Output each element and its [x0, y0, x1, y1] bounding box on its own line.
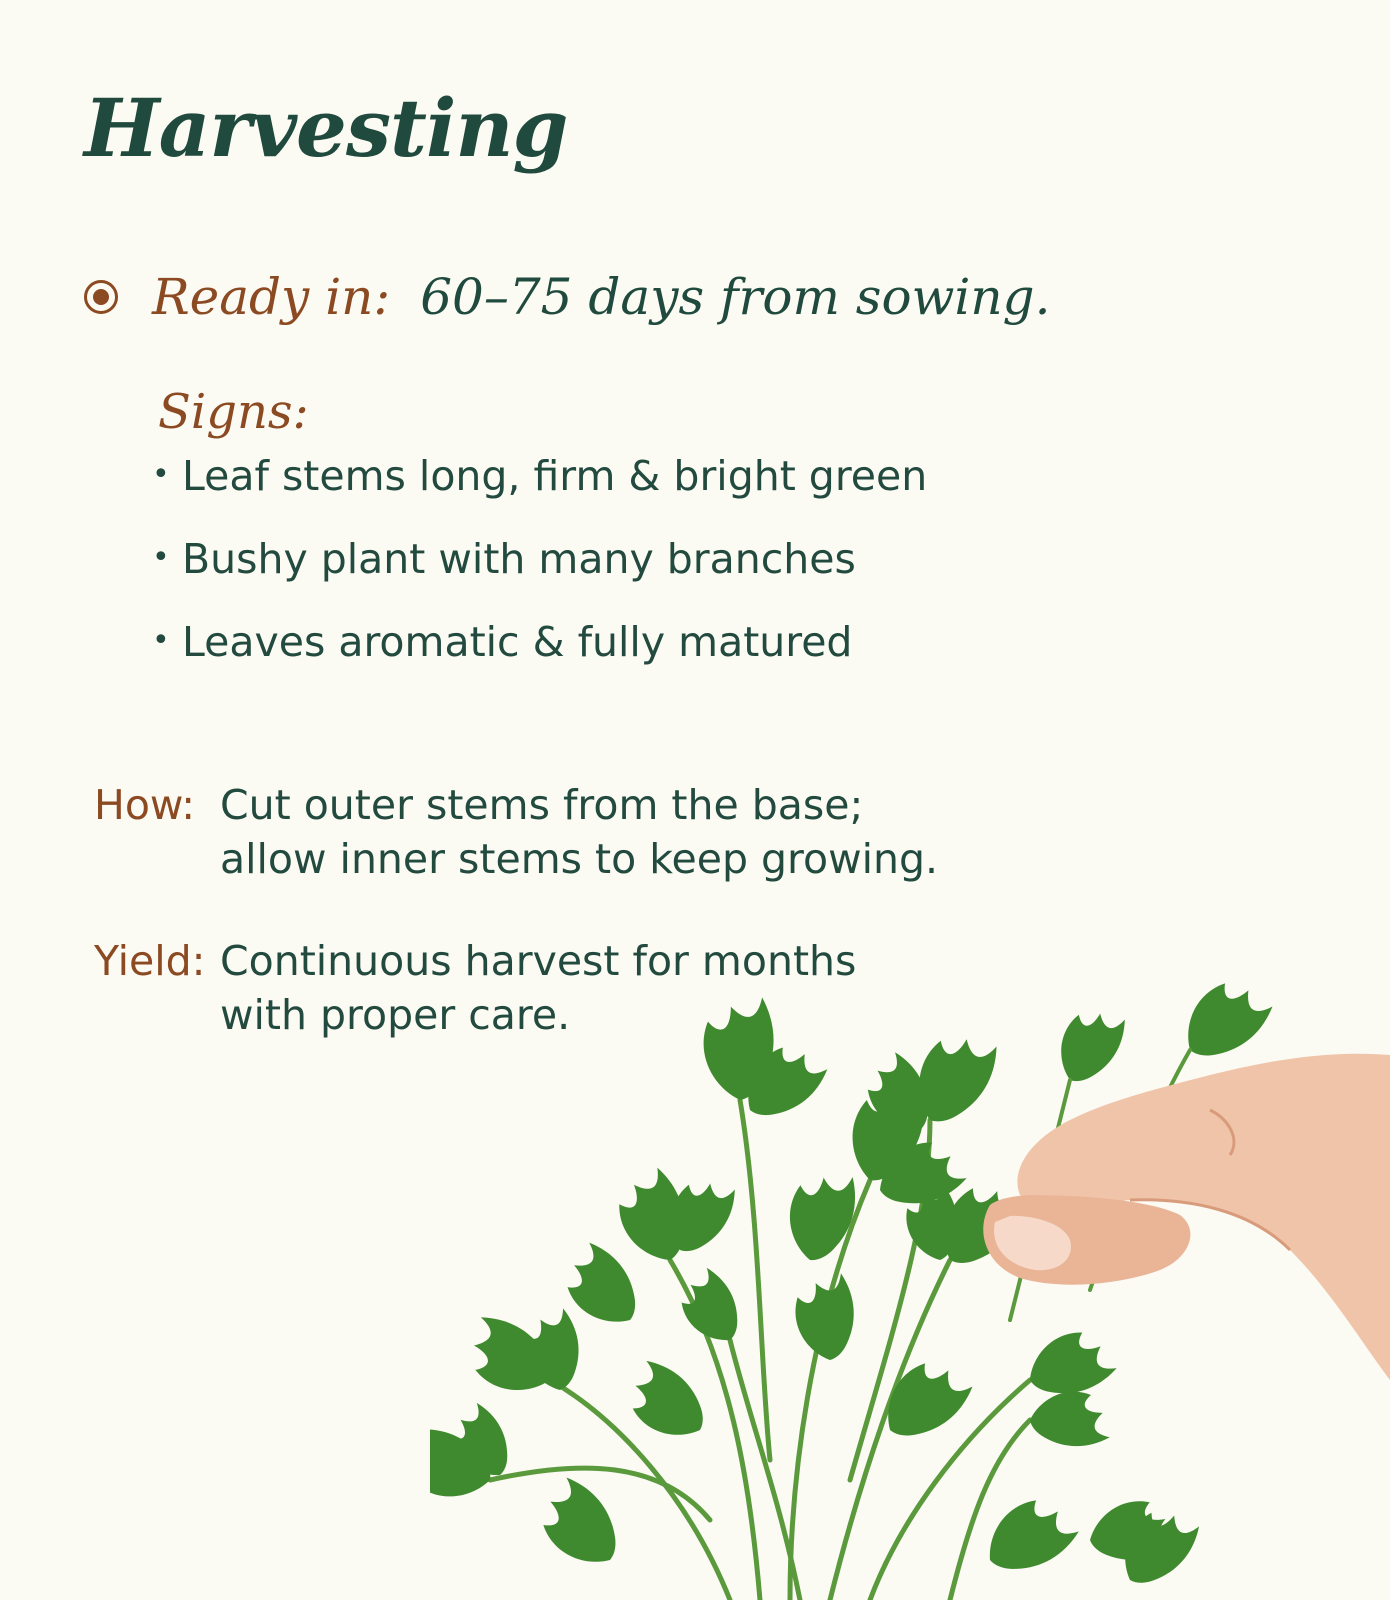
signs-list-item: [152, 535, 927, 622]
radio-bullet-dot: [93, 289, 109, 305]
ready-in-value: 60–75 days from sowing.: [420, 268, 1051, 326]
signs-item-text: Bushy plant with many branches: [182, 535, 856, 583]
signs-list: [152, 452, 928, 705]
how-line-1: Cut outer stems from the base;: [220, 781, 864, 829]
ready-in-label: Ready in:: [152, 268, 391, 326]
yield-line-2: with proper care.: [220, 991, 571, 1039]
how-section: [94, 778, 938, 886]
how-line-2: allow inner stems to keep growing.: [220, 835, 939, 883]
signs-list-item: [152, 618, 927, 705]
how-label: How:: [94, 781, 196, 829]
signs-item-text: Leaves aromatic & fully matured: [182, 618, 853, 666]
hand-shape: [983, 1054, 1390, 1380]
parsley-leaves: [430, 968, 1276, 1598]
parsley-hand-illustration: [430, 960, 1390, 1600]
ready-in-row: [84, 268, 1050, 326]
signs-item-text: Leaf stems long, firm & bright green: [182, 452, 928, 500]
yield-line-1: Continuous harvest for months: [220, 937, 857, 985]
bullet-dot-icon: •: [152, 623, 170, 658]
yield-label: Yield:: [94, 937, 206, 985]
signs-list-item: [152, 452, 928, 539]
signs-label: Signs:: [158, 384, 309, 440]
page-title: Harvesting: [84, 81, 568, 175]
bullet-dot-icon: •: [152, 457, 170, 492]
radio-bullet-icon: [84, 280, 118, 314]
bullet-dot-icon: •: [152, 540, 170, 575]
